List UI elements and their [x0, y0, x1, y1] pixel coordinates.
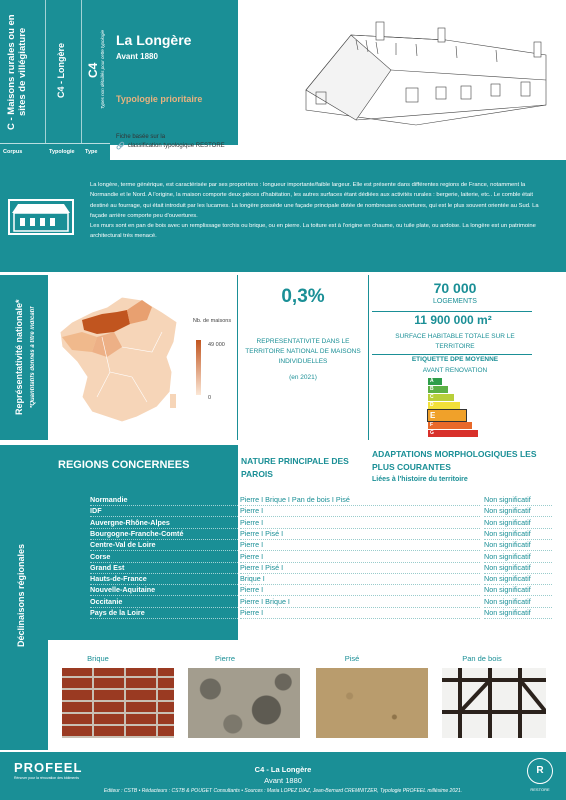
type-label: Type — [82, 143, 110, 160]
typologie-column — [46, 0, 82, 143]
dpe-subtitle: AVANT RENOVATION — [422, 367, 488, 374]
region-parois: Brique I — [240, 573, 480, 585]
region-parois: Pierre I Brique I Pan de bois I Pisé — [240, 494, 480, 506]
region-name: Auvergne-Rhône-Alpes — [90, 517, 238, 529]
region-parois: Pierre I — [240, 607, 480, 619]
table-row — [48, 494, 552, 505]
map-legend-min: 0 — [208, 395, 212, 401]
dpe-class-g: G — [428, 430, 478, 437]
corpus-label: Corpus — [0, 143, 46, 160]
region-adaptation: Non significatif — [484, 539, 552, 551]
table-row — [48, 607, 552, 618]
region-name: Hauts-de-France — [90, 573, 238, 585]
regions-side-label: Déclinaisons régionales — [16, 543, 26, 647]
type-column — [82, 0, 110, 143]
texture-label-pise: Pisé — [344, 654, 360, 663]
region-adaptation: Non significatif — [484, 551, 552, 563]
intro-paragraph-2: Les murs sont en pan de bois avec un remplissage torchis ou brique, ou en pierre. La toiture est à l'origine en chaume, ou tuile plate, ou ardoise. La longère est un patrimoine architectural très menacé. — [90, 223, 536, 240]
region-adaptation: Non significatif — [484, 584, 552, 596]
footer-title: C4 - La Longère — [254, 765, 312, 774]
france-map — [52, 282, 192, 432]
texture-label-pierre: Pierre — [214, 654, 235, 663]
dpe-class-d: D — [428, 402, 460, 409]
profeel-tagline: Rénover pour la rénovation des bâtiments — [14, 776, 79, 780]
typologie-label: Typologie — [46, 143, 82, 160]
logements-value: 70 000 — [433, 280, 477, 296]
map-legend-scale — [196, 340, 201, 395]
pise-texture — [316, 668, 428, 738]
link-icon: 🔗 — [116, 143, 125, 150]
corpus-column — [0, 0, 46, 143]
page-subtitle: Avant 1880 — [116, 52, 158, 61]
table-row — [48, 596, 552, 607]
table-row — [48, 573, 552, 584]
region-parois: Pierre I — [240, 539, 480, 551]
region-adaptation: Non significatif — [484, 573, 552, 585]
stone-texture — [188, 668, 300, 738]
region-name: Bourgogne-Franche-Comté — [90, 528, 238, 540]
region-adaptation: Non significatif — [484, 562, 552, 574]
dpe-class-b: B — [428, 386, 448, 393]
table-row — [48, 562, 552, 573]
priority-label: Typologie prioritaire — [116, 94, 203, 104]
region-name: Centre-Val de Loire — [90, 539, 238, 551]
fiche-line-2: classification typologique RESTORE — [127, 143, 225, 149]
region-name: Pays de la Loire — [90, 607, 238, 619]
dpe-class-f: F — [428, 422, 472, 429]
dpe-class-a: A — [428, 378, 442, 385]
representativity-label: Représentativité nationale* — [14, 299, 24, 416]
divider — [372, 311, 532, 312]
header-left-panel — [0, 0, 110, 160]
intro-paragraph-1: La longère, terme générique, est caractérisée par ses proportions : longueur importante/faible largeur. Elle est présente dans différentes regions de France, notamment la Normandie et le Nord. A l'origine, la maison comporte deux pièces d'habitation, les autres surfaces étant dédiées aux activités rurales : bergerie, laiterie, etc.. Le comble était destiné au fourrage, qui était introduit par les lucarnes. La longère possède une façade principale dotée de nombreuses ouvertures, qui est le plus souvent orientée au Sud. La façade arrière comporte peu d'ouvertures. — [90, 182, 539, 219]
texture-label-pan-de-bois: Pan de bois — [462, 654, 502, 663]
map-legend-max: 49 000 — [208, 342, 225, 348]
percent-value: 0,3% — [281, 286, 325, 307]
divider — [368, 275, 369, 440]
brick-texture — [62, 668, 174, 738]
region-parois: Pierre I Pisé I — [240, 528, 480, 540]
type-note: Types non détaillés pour cette typologie — [100, 30, 105, 110]
dpe-class-c: C — [428, 394, 454, 401]
region-parois: Pierre I Brique I — [240, 596, 480, 608]
table-row — [48, 528, 552, 539]
intro-text — [90, 180, 550, 242]
region-name: Occitanie — [90, 596, 238, 608]
restore-badge-label: RESTORE — [530, 787, 550, 792]
map-legend-title: Nb. de maisons — [192, 318, 232, 324]
representativity-note: *Quantitatifs donnés à titre indicatif — [30, 306, 36, 409]
region-name: Nouvelle-Aquitaine — [90, 584, 238, 596]
table-row — [48, 584, 552, 595]
regions-side-panel — [0, 445, 48, 750]
region-adaptation: Non significatif — [484, 494, 552, 506]
percent-year: (en 2021) — [289, 374, 317, 381]
region-parois: Pierre I — [240, 505, 480, 517]
region-name: Normandie — [90, 494, 238, 506]
region-name: IDF — [90, 505, 238, 517]
profeel-logo: PROFEEL — [14, 760, 83, 775]
region-parois: Pierre I Pisé I — [240, 562, 480, 574]
region-adaptation: Non significatif — [484, 505, 552, 517]
texture-label-brique: Brique — [87, 654, 109, 663]
house-sketch-illustration — [296, 10, 558, 140]
dpe-label-scale — [428, 378, 498, 438]
region-name: Grand Est — [90, 562, 238, 574]
region-adaptation: Non significatif — [484, 517, 552, 529]
timber-frame-texture — [442, 668, 546, 738]
fiche-line-1: Fiche basée sur la — [116, 134, 166, 140]
dpe-class-e: E — [428, 410, 466, 421]
footer-credits: Editeur : CSTB • Rédacteurs : CSTB & POUGET Consultants • Sources : Maria LOPEZ DIAZ, Jean-Bernard CREMNITZER, Typologie PROFEEL millésime 2021. — [103, 788, 463, 794]
region-name: Corse — [90, 551, 238, 563]
parois-column-title: NATURE PRINCIPALE DES PAROIS — [241, 456, 349, 479]
region-parois: Pierre I — [240, 517, 480, 529]
surface-value: 11 900 000 m² — [414, 313, 492, 327]
adapt-column-subtitle: Liées à l'histoire du territoire — [372, 476, 468, 483]
fiche-note — [116, 133, 256, 151]
page-title: La Longère — [116, 32, 192, 48]
region-adaptation: Non significatif — [484, 528, 552, 540]
longere-icon — [8, 199, 74, 235]
footer-subtitle: Avant 1880 — [264, 776, 302, 785]
regions-title: REGIONS CONCERNEES — [58, 459, 190, 471]
table-row — [48, 539, 552, 550]
type-code: C4 — [86, 62, 100, 78]
region-adaptation: Non significatif — [484, 596, 552, 608]
representativity-side-panel — [0, 275, 48, 440]
adapt-column-title: ADAPTATIONS MORPHOLOGIQUES LES PLUS COURANTES — [372, 449, 537, 472]
region-parois: Pierre I — [240, 551, 480, 563]
dpe-title: ETIQUETTE DPE MOYENNE — [411, 356, 499, 363]
region-parois: Pierre I — [240, 584, 480, 596]
table-row — [48, 517, 552, 528]
corpus-text: C - Maisons rurales ou en sites de villégiature — [6, 14, 28, 130]
table-row — [48, 551, 552, 562]
region-adaptation: Non significatif — [484, 607, 552, 619]
surface-label: SURFACE HABITABLE TOTALE SUR LE TERRITOIRE — [395, 333, 515, 350]
header-title-panel — [110, 0, 238, 145]
restore-badge-icon: R — [527, 758, 553, 784]
typologie-text: C4 - Longère — [56, 42, 66, 98]
logements-label: LOGEMENTS — [433, 298, 477, 305]
percent-caption: REPRESENTATIVITE DANS LE TERRITOIRE NATIONAL DE MAISONS INDIVIDUELLES — [245, 338, 361, 365]
table-row — [48, 505, 552, 516]
